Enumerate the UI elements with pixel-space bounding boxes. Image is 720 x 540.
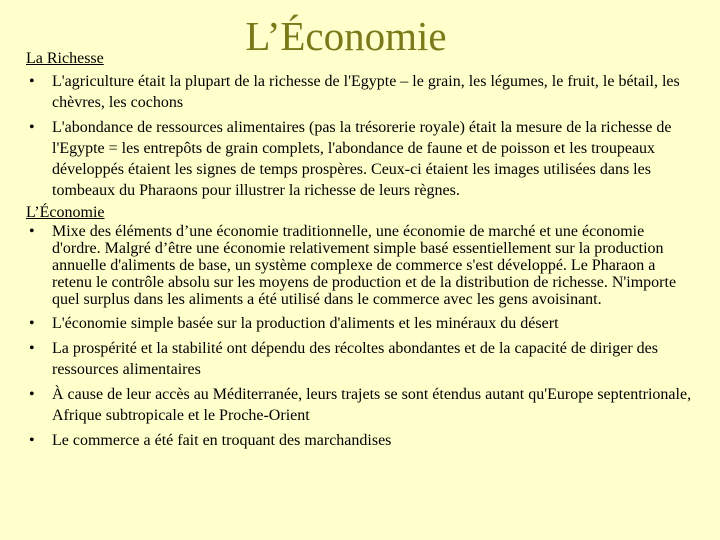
bullet-text: L'agriculture était la plupart de la richesse de l'Egypte – le grain, les légumes, le fruit, le bétail, les chèvres, les cochons [52,73,680,111]
bullet-text: La prospérité et la stabilité ont dépendu des récoltes abondantes et de la capacité de diriger des ressources alimentaires [52,340,658,378]
bullet-text: L'abondance de ressources alimentaires (pas la trésorerie royale) était la mesure de la richesse de l'Egypte = les entrepôts de grain complets, l'abondance de faune et de poisson et les troupeaux développés étaient les signes de temps prospères. Ceux-ci étaient les images utilisées dans les tombeaux du Pharaons pour illustrer la richesse de leurs règnes. [52,119,672,199]
bullet-icon: • [29,340,35,357]
bullet-icon: • [29,73,35,90]
bullet-list-richesse [26,71,696,201]
list-item [26,313,696,334]
slide-title: L’Économie [245,13,447,59]
bullet-icon: • [29,432,35,449]
list-item [26,117,696,201]
bullet-text: Le commerce a été fait en troquant des marchandises [52,432,392,449]
list-item [26,223,696,308]
bullet-list-economie [26,223,696,451]
list-item [26,384,696,426]
bullet-icon: • [29,386,35,403]
section-heading-richesse: La Richesse [26,50,104,67]
list-item [26,71,696,113]
bullet-icon: • [29,315,35,332]
list-item [26,430,696,451]
list-item [26,338,696,380]
bullet-text: Mixe des éléments d’une économie traditionnelle, une économie de marché et une économie d'ordre. Malgré d’être une économie relativement simple basé essentiellement sur la production annuelle d'aliments de base, un système complexe de commerce s'est développé. Le Pharaon a retenu le contrôle absolu sur les moyens de production et de la distribution de richesse. N'importe quel surplus dans les aliments a été utilisé dans le commerce avec les gens avoisinant. [52,223,677,308]
slide-body [26,49,696,455]
bullet-icon: • [29,119,35,136]
bullet-text: L'économie simple basée sur la production d'aliments et les minéraux du désert [52,315,559,332]
bullet-icon: • [29,223,35,240]
section-heading-economie: L’Économie [26,204,105,221]
bullet-text: À cause de leur accès au Méditerranée, leurs trajets se sont étendus autant qu'Europe septentrionale, Afrique subtropicale et le Proche-Orient [52,386,692,424]
